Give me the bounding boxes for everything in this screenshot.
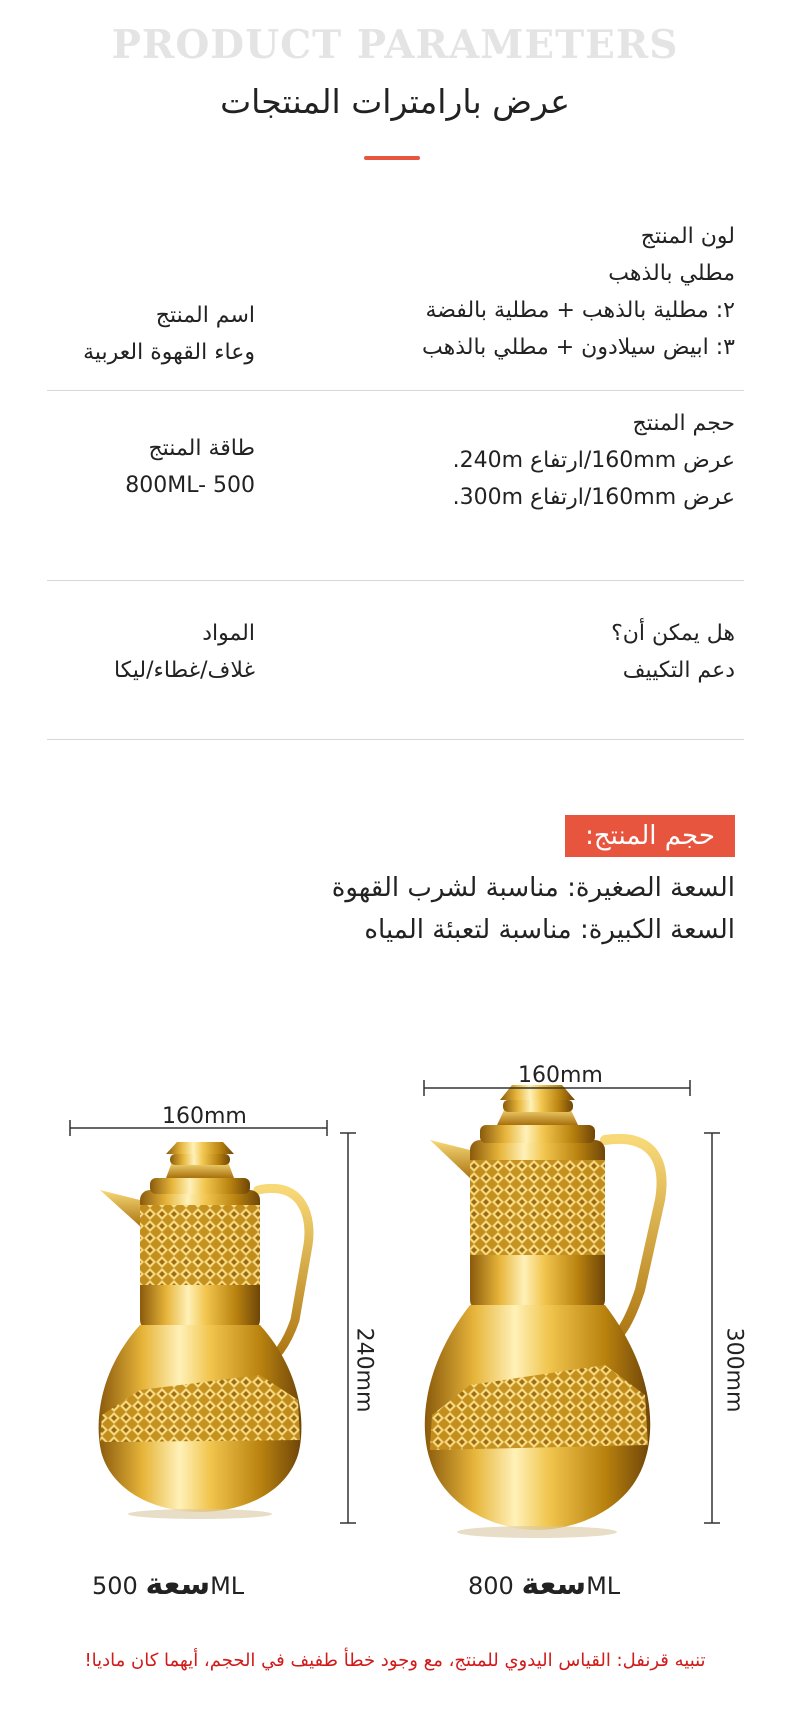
param-name-value: وعاء القهوة العربية xyxy=(83,340,255,365)
title-english: PRODUCT PARAMETERS xyxy=(111,22,679,68)
title-arabic: عرض بارامترات المنتجات xyxy=(220,82,570,121)
small-height-label: 240mm xyxy=(351,1327,377,1413)
param-color-line-3: ٣: ابيض سيلادون + مطلي بالذهب xyxy=(422,335,735,360)
large-width-label: 160mm xyxy=(518,1063,603,1088)
param-size-line-2: عرض 160mm/ارتفاع 300m. xyxy=(452,485,735,510)
param-material-label: المواد xyxy=(202,621,255,646)
divider xyxy=(47,390,744,391)
param-material xyxy=(15,615,255,689)
size-badge: حجم المنتج: xyxy=(565,815,735,857)
large-capacity-value: 800ML xyxy=(468,1572,621,1600)
param-customize xyxy=(355,615,735,689)
param-color-line-2: ٢: مطلية بالذهب + مطلية بالفضة xyxy=(425,298,735,323)
param-customize-value: دعم التكييف xyxy=(622,658,735,683)
param-material-value: غلاف/غطاء/ليكا xyxy=(113,658,255,683)
large-capacity-ar: سعة xyxy=(521,1567,587,1602)
param-size-line-1: عرض 160mm/ارتفاع 240m. xyxy=(452,448,735,473)
large-capacity-caption xyxy=(468,1567,620,1602)
param-name xyxy=(15,297,255,371)
param-color-line-1: مطلي بالذهب xyxy=(608,261,735,286)
product-illustration xyxy=(0,1040,790,1620)
small-width-label: 160mm xyxy=(162,1104,247,1129)
title-accent-bar xyxy=(364,156,420,160)
param-color xyxy=(355,218,735,366)
param-capacity-label: طاقة المنتج xyxy=(148,436,255,461)
divider xyxy=(47,580,744,581)
param-size xyxy=(355,405,735,516)
param-color-label: لون المنتج xyxy=(640,224,735,249)
small-capacity-caption xyxy=(92,1567,244,1602)
large-dallah-drawing xyxy=(425,1085,662,1538)
param-capacity-value: 800ML- 500 xyxy=(125,473,255,498)
param-capacity xyxy=(15,430,255,504)
size-small-text: السعة الصغيرة: مناسبة لشرب القهوة xyxy=(331,873,735,903)
divider xyxy=(47,739,744,740)
small-dallah-drawing xyxy=(99,1142,309,1519)
warning-note: تنبيه قرنفل: القياس اليدوي للمنتج، مع وجود خطأ طفيف في الحجم، أيهما كان ماديا! xyxy=(84,1650,706,1671)
size-large-text: السعة الكبيرة: مناسبة لتعبئة المياه xyxy=(364,915,735,945)
param-name-label: اسم المنتج xyxy=(155,303,255,328)
param-customize-label: هل يمكن أن؟ xyxy=(611,621,735,646)
small-capacity-ar: سعة xyxy=(145,1567,211,1602)
param-size-label: حجم المنتج xyxy=(632,411,735,436)
large-height-label: 300mm xyxy=(721,1327,747,1413)
small-capacity-value: 500ML xyxy=(92,1572,245,1600)
